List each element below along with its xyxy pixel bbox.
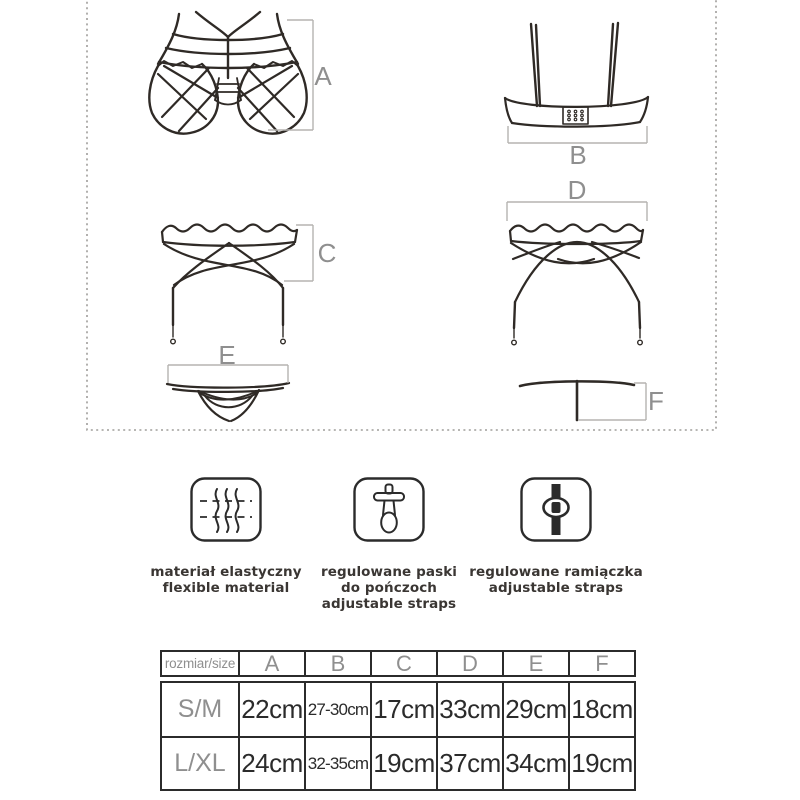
measure-label-d: D (567, 175, 587, 205)
feature-caption-line: do pończoch (340, 580, 438, 596)
table-value-cell: 33cm (436, 683, 502, 736)
size-table (160, 650, 636, 791)
bra-front-drawing (149, 12, 306, 134)
table-col-f: F (568, 652, 634, 675)
feature-garter-straps (303, 477, 475, 612)
garter-belt-front-drawing (162, 225, 297, 344)
table-value-cell: 34cm (502, 738, 568, 789)
adjustable-straps-icon (520, 477, 592, 542)
feature-caption-line: materiał elastyczny (150, 564, 302, 580)
feature-elastic-material (140, 477, 312, 596)
table-corner-label: rozmiar/size (164, 656, 236, 671)
feature-caption-line: regulowane ramiączka (469, 564, 643, 580)
measure-label-b: B (569, 140, 587, 170)
measure-label-f: F (648, 386, 664, 416)
feature-adjustable-straps (461, 477, 651, 596)
table-value-cell: 18cm (568, 683, 634, 736)
size-row-label: L/XL (174, 749, 226, 777)
table-col-c: C (370, 652, 436, 675)
panties-front-drawing (167, 383, 289, 421)
size-row-label: S/M (177, 695, 223, 723)
table-value-cell: 24cm (238, 738, 304, 789)
table-row-lxl (162, 736, 634, 789)
feature-caption-line: adjustable straps (321, 596, 457, 612)
table-row-sm (162, 683, 634, 736)
table-value-cell: 19cm (568, 738, 634, 789)
measure-label-c: C (317, 238, 337, 268)
hook-closure (563, 107, 588, 124)
feature-caption-line: regulowane paski (320, 564, 458, 580)
panties-back-drawing (520, 381, 634, 420)
feature-caption-line: adjustable straps (488, 580, 624, 596)
table-value-cell: 22cm (238, 683, 304, 736)
garter-straps-icon (353, 477, 425, 542)
table-col-e: E (502, 652, 568, 675)
measure-bracket-f (578, 383, 646, 420)
bra-back-drawing (505, 23, 648, 127)
size-table-header (160, 650, 636, 677)
garter-belt-back-drawing (510, 225, 643, 345)
table-col-b: B (304, 652, 370, 675)
table-value-cell: 27-30cm (304, 683, 370, 736)
table-value-cell: 17cm (370, 683, 436, 736)
feature-caption-line: flexible material (162, 580, 290, 596)
table-value-cell: 19cm (370, 738, 436, 789)
measure-bracket-c (284, 225, 313, 281)
measure-label-e: E (218, 340, 236, 370)
table-col-d: D (436, 652, 502, 675)
table-value-cell: 32-35cm (304, 738, 370, 789)
measure-label-a: A (314, 61, 332, 91)
table-value-cell: 29cm (502, 683, 568, 736)
table-value-cell: 37cm (436, 738, 502, 789)
size-table-body (160, 681, 636, 791)
table-col-a: A (238, 652, 304, 675)
elastic-material-icon (190, 477, 262, 542)
